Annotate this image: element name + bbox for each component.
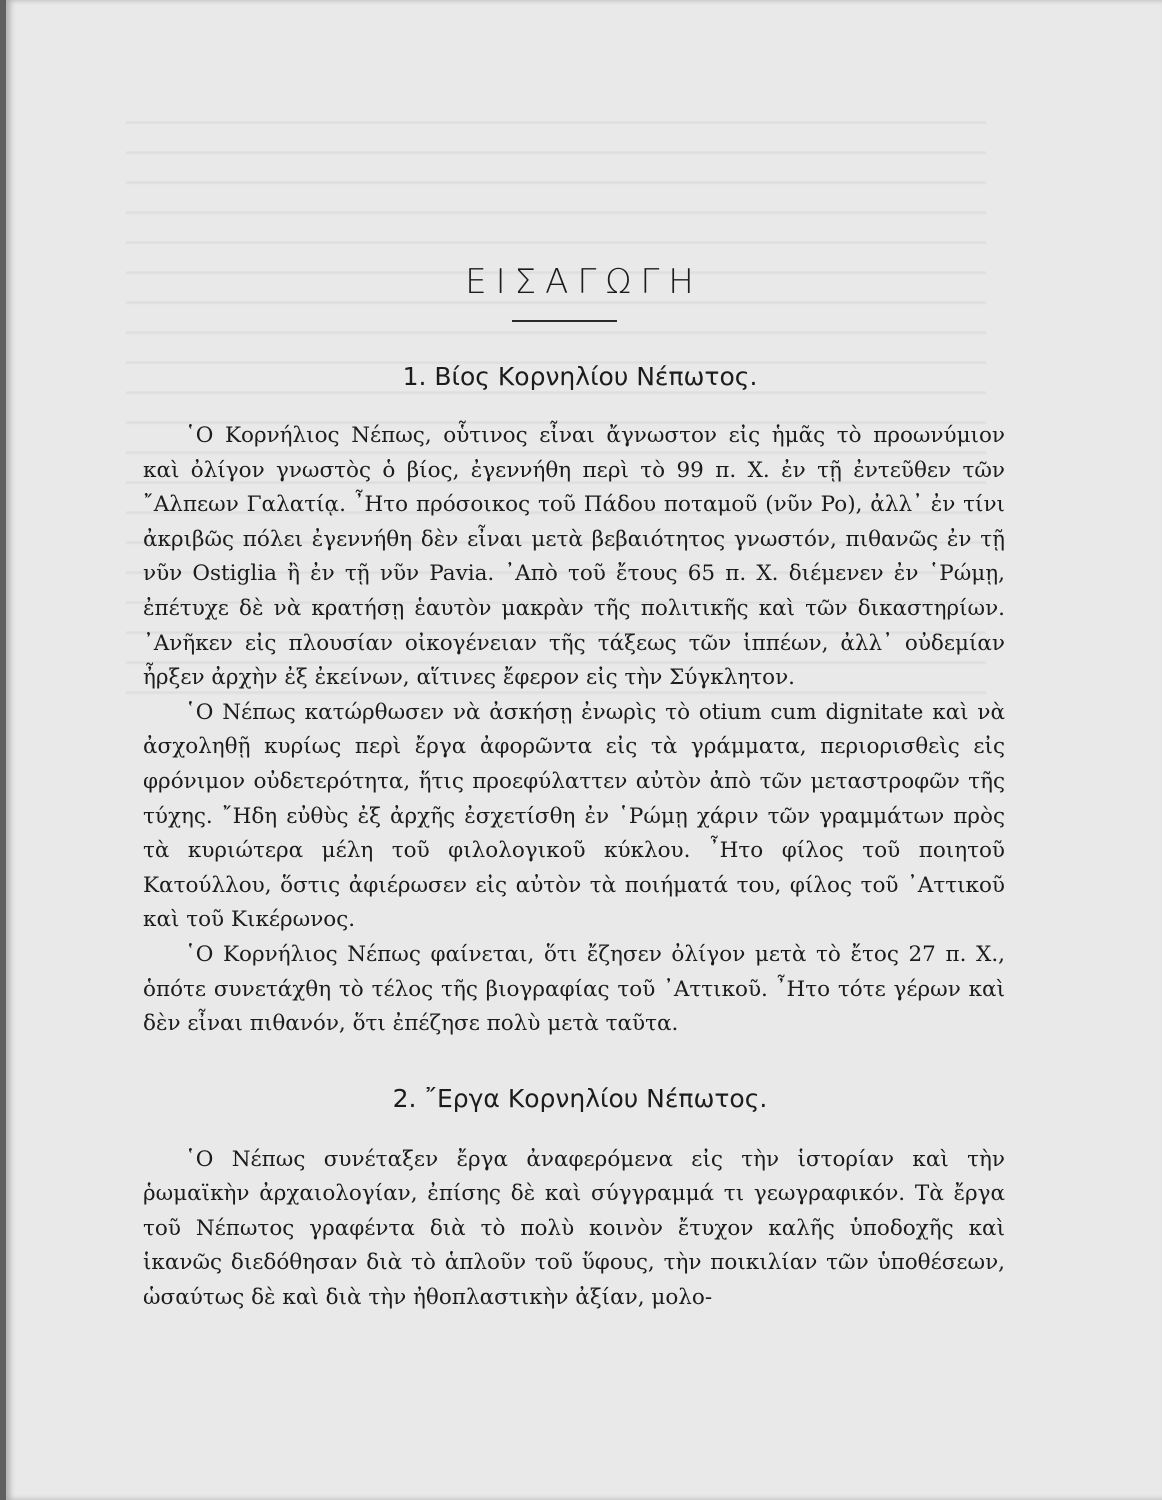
section-1-paragraph-1: ῾Ο Κορνήλιος Νέπως, οὗτινος εἶναι ἄγνωστον εἰς ἡμᾶς τὸ προωνύμιον καὶ ὀλίγον γνωστὸς ὁ βίος, ἐγεννήθη περὶ τὸ 99 π. Χ. ἐν τῇ ἐντεῦθεν τῶν ῎Αλπεων Γαλατίᾳ. ῏Ητο πρόσοικος τοῦ Πάδου ποταμοῦ (νῦν Po), ἀλλ᾽ ἐν τίνι ἀκριβῶς πόλει ἐγεννήθη δὲν εἶναι μετὰ βεβαιότητος γνωστόν, πιθανῶς ἐν τῇ νῦν Ostiglia ἢ ἐν τῇ νῦν Pavia. ᾽Απὸ τοῦ ἔτους 65 π. Χ. διέμενεν ἐν ῾Ρώμῃ, ἐπέτυχε δὲ νὰ κρατήσῃ ἑαυτὸν μακρὰν τῆς πολιτικῆς καὶ τῶν δικαστηρίων. ᾽Ανῆκεν εἰς πλουσίαν οἰκογένειαν τῆς τάξεως τῶν ἱππέων, ἀλλ᾽ οὐδεμίαν ἦρξεν ἀρχὴν ἐξ ἐκείνων, αἵτινες ἔφερον εἰς τὴν Σύγκλητον. [143,423,1005,691]
section-heading-1: 1. Βίος Κορνηλίου Νέπωτος. [402,362,758,391]
section-2-paragraph-1: ῾Ο Νέπως συνέταξεν ἔργα ἀναφερόμενα εἰς τὴν ἱστορίαν καὶ τὴν ῥωμαϊκὴν ἀρχαιολογίαν, ἐπίσης δὲ καὶ σύγγραμμά τι γεωγραφικόν. Τὰ ἔργα τοῦ Νέπωτος γραφέντα διὰ τὸ πολὺ κοινὸν ἔτυχον καλῆς ὑποδοχῆς καὶ ἱκανῶς διεδόθησαν διὰ τὸ ἁπλοῦν τοῦ ὕφους, τὴν ποικιλίαν τῶν ὑποθέσεων, ὡσαύτως δὲ καὶ διὰ τὴν ἠθοπλαστικὴν ἀξίαν, μολο- [143,1146,1005,1311]
title-underline [512,320,617,322]
section-heading-2: 2. ῎Εργα Κορνηλίου Νέπωτος. [392,1083,768,1113]
page-title: ΕΙΣΑΓΩΓΗ [465,262,703,302]
section-1-paragraph-2: ῾Ο Νέπως κατώρθωσεν νὰ ἀσκήσῃ ἐνωρὶς τὸ otium cum dignitate καὶ νὰ ἀσχοληθῇ κυρίως περὶ ἔργα ἀφορῶντα εἰς τὰ γράμματα, περιορισθεὶς εἰς φρόνιμον οὐδετερότητα, ἥτις προεφύλαττεν αὐτὸν ἀπὸ τῶν μεταστροφῶν τῆς τύχης. ῎Ηδη εὐθὺς ἐξ ἀρχῆς ἐσχετίσθη ἐν ῾Ρώμῃ χάριν τῶν γραμμάτων πρὸς τὰ κυριώτερα μέλη τοῦ φιλολογικοῦ κύκλου. ῏Ητο φίλος τοῦ ποιητοῦ Κατούλλου, ὅστις ἀφιέρωσεν εἰς αὐτὸν τὰ ποιήματά του, φίλος τοῦ ᾽Αττικοῦ καὶ τοῦ Κικέρωνος. [143,699,1005,933]
section-1-paragraph-3: ῾Ο Κορνήλιος Νέπως φαίνεται, ὅτι ἔζησεν ὀλίγον μετὰ τὸ ἔτος 27 π. Χ., ὁπότε συνετάχθη τὸ τέλος τῆς βιογραφίας τοῦ ᾽Αττικοῦ. ῏Ητο τότε γέρων καὶ δὲν εἶναι πιθανόν, ὅτι ἐπέζησε πολὺ μετὰ ταῦτα. [143,941,1005,1037]
page-content [143,262,1005,1316]
book-page [6,0,1162,1500]
